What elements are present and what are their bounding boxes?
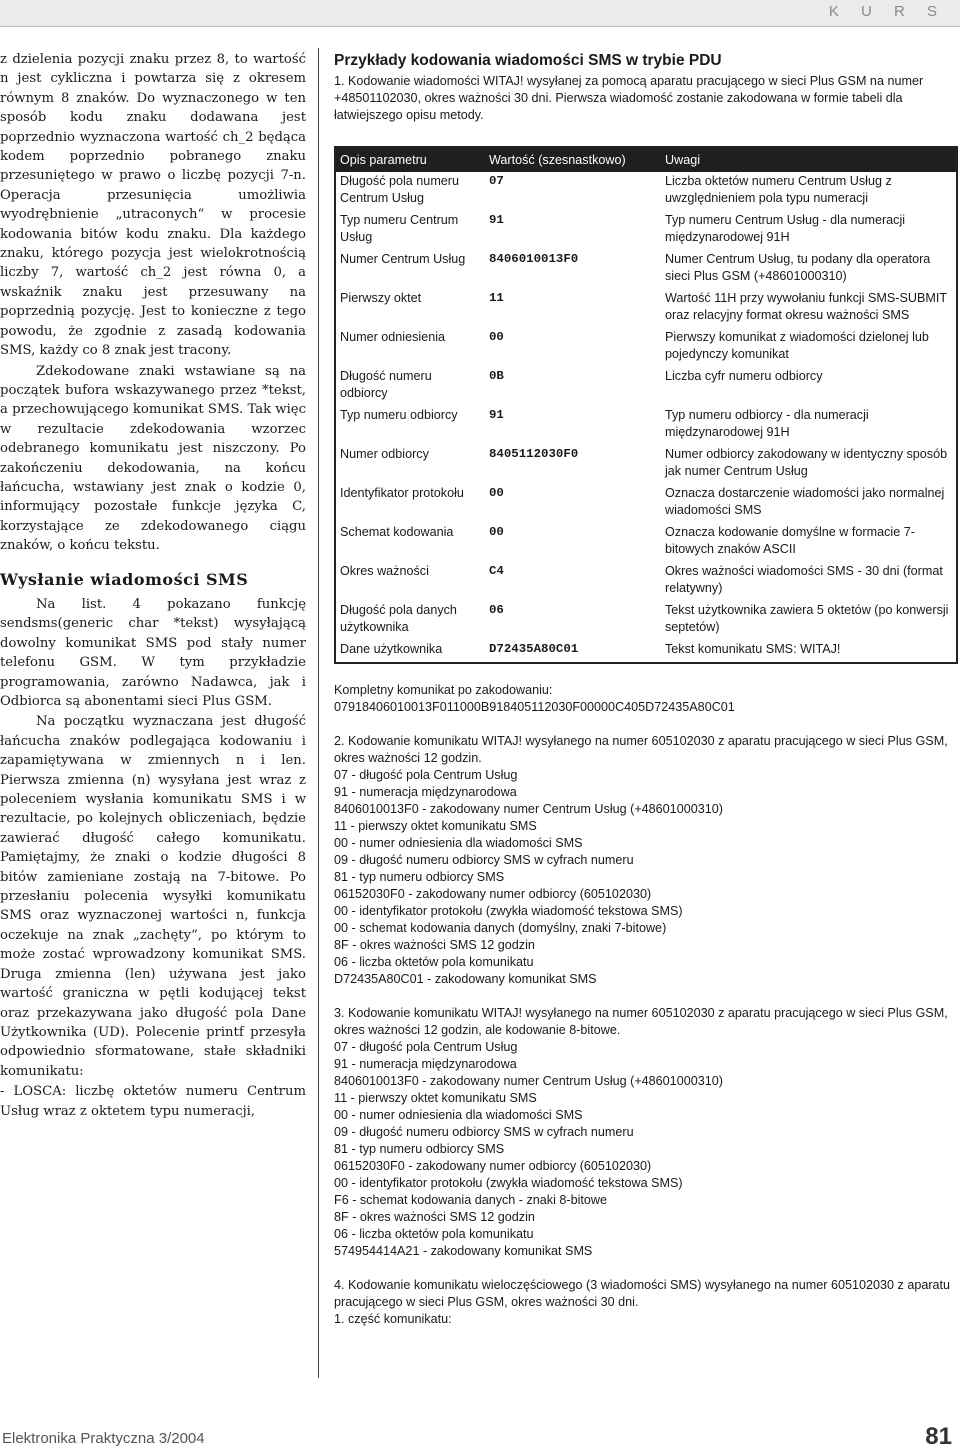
hex-value-cell: 8405112030F0 [489,447,579,461]
param-name-cell: Dane użytkownika [340,642,443,656]
left-paragraph-2: Zdekodowane znaki wstawiane są na początek bufora wskazywanego przez *tekst, a przechowującego komunikat SMS. Tak więc w rezultacie zdekodowania wzorzec odebranego komunikatu jest niszczony. Po zakończeniu dekodowania, na końcu łańcucha, wstawiany jest znak o kodzie 0, informujący pozostałe funkcje języka C, korzystające ze zdekodowanego ciągu znaków, o końcu tekstu. [0,363,306,554]
example-line: 1. część komunikatu: [334,1312,452,1326]
table-row [335,523,957,562]
example-line: 2. Kodowanie komunikatu WITAJ! wysyłanego na numer 605102030 z aparatu pracującego w sieci Plus GSM, okres ważności 12 godzin. [334,734,948,765]
remarks-cell: Oznacza kodowanie domyślne w formacie 7-bitowych znaków ASCII [665,525,915,556]
param-name-cell: Pierwszy oktet [340,291,422,305]
remarks-cell: Liczba cyfr numeru odbiorcy [665,369,823,383]
table-row [335,250,957,289]
hex-value-cell: 00 [489,330,504,344]
param-name-cell: Identyfikator protokołu [340,486,464,500]
section-label: K U R S [828,3,946,20]
page-number: 81 [925,1423,952,1450]
examples-title: Przykłady kodowania wiadomości SMS w trybie PDU [334,52,722,69]
example-line: 81 - typ numeru odbiorcy SMS [334,870,505,884]
example-line: 00 - numer odniesienia dla wiadomości SMS [334,1108,583,1122]
table-row [335,562,957,601]
example-line: 8406010013F0 - zakodowany numer Centrum Usług (+48601000310) [334,1074,723,1088]
hex-value-cell: 91 [489,213,504,227]
param-name-cell: Schemat kodowania [340,525,454,539]
example-4 [334,1277,954,1328]
table-header-row [335,147,957,172]
remarks-cell: Tekst komunikatu SMS: WITAJ! [665,642,841,656]
example-line: 8F - okres ważności SMS 12 godzin [334,1210,535,1224]
hex-value-cell: 11 [489,291,504,305]
example-line: 07 - długość pola Centrum Usług [334,768,518,782]
remarks-cell: Numer Centrum Usług, tu podany dla operatora sieci Plus GSM (+48601000310) [665,252,931,283]
example-3 [334,1005,954,1260]
param-name-cell: Okres ważności [340,564,429,578]
example-line: 09 - długość numeru odbiorcy SMS w cyfrach numeru [334,1125,634,1139]
example-line: 00 - identyfikator protokołu (zwykła wiadomość tekstowa SMS) [334,904,683,918]
hex-value-cell: 91 [489,408,504,422]
complete-message-label: Kompletny komunikat po zakodowaniu: [334,683,553,697]
example-line: 11 - pierwszy oktet komunikatu SMS [334,1091,537,1105]
example-2 [334,733,954,988]
remarks-cell: Tekst użytkownika zawiera 5 oktetów (po konwersji septetów) [665,603,949,634]
table-row [335,211,957,250]
example-line: 09 - długość numeru odbiorcy SMS w cyfrach numeru [334,853,634,867]
complete-message-value: 07918406010013F011000B918405112030F00000C405D72435A80C01 [334,700,735,714]
example-line: 91 - numeracja międzynarodowa [334,785,517,799]
left-paragraph-1: z dzielenia pozycji znaku przez 8, to wartość n jest cykliczna i powtarza się z okresem równym 8 znaków. Do wyznaczonego w ten sposób kodu znaku dodawana jest poprzednio wyznaczona wartość ch_2 będąca kodem poprzednio pobranego znaku przesuniętego w prawo o liczbę pozycji 7-n. Operacja przesunięcia umożliwia wyodrębnienie „utraconych“ w procesie kodowania bitów kodu znaku. Dla każdego znaku, którego pozycja jest wielokrotnością liczby 7, wartość ch_2 jest równa 0, a wskaźnik znaku jest przesuwany na poprzednią pozycję. Jest to konieczne z tego powodu, że zgodnie z zasadą kodowania SMS, każdy co 8 znak jest tracony. [0,52,306,359]
table-row [335,601,957,640]
example-line: F6 - schemat kodowania danych - znaki 8-bitowe [334,1193,607,1207]
param-name-cell: Długość pola numeru Centrum Usług [340,174,460,205]
hex-value-cell: 06 [489,603,504,617]
example-line: 06 - liczba oktetów pola komunikatu [334,1227,534,1241]
hex-value-cell: C4 [489,564,504,578]
header-bar [0,0,960,27]
example-line: 00 - numer odniesienia dla wiadomości SMS [334,836,583,850]
pdu-table [334,146,958,664]
section-heading: Wysłanie wiadomości SMS [0,569,249,589]
table-row [335,328,957,367]
example-line: 4. Kodowanie komunikatu wieloczęściowego (3 wiadomości SMS) wysyłanego na numer 605102030 z aparatu pracującego w sieci Plus GSM, okres ważności 30 dni. [334,1278,951,1309]
hex-value-cell: 00 [489,486,504,500]
remarks-cell: Wartość 11H przy wywołaniu funkcji SMS-SUBMIT oraz relacyjny format okresu ważności SMS [665,291,947,322]
example-line: 8406010013F0 - zakodowany numer Centrum Usług (+48601000310) [334,802,723,816]
param-name-cell: Długość pola danych użytkownika [340,603,457,634]
param-name-cell: Numer Centrum Usług [340,252,466,266]
example-line: 81 - typ numeru odbiorcy SMS [334,1142,505,1156]
column-divider [318,48,319,1378]
example-line: 07 - długość pola Centrum Usług [334,1040,518,1054]
left-paragraph-4: Na początku wyznaczana jest długość łańcucha znaków podlegająca kodowaniu i zapamiętywana w zmiennych n i len. Pierwsza zmienna (n) wysyłana jest wraz z poleceniem wysłania komunikatu SMS i w rezultacie, po kolejnych obliczeniach, będzie zawierać długość całego komunikatu. Pamiętajmy, że znaki o kodzie długości 8 bitów zamieniane zostają na 7-bitowe. Po przesłaniu polecenia wysyłki komunikatu SMS oraz wyznaczonej wartości n, funkcja oczekuje na znak „zachęty“, po którym to może zostać wprowadzony komunikat SMS. Druga zmienna (len) używana jest jako wartość graniczna w pętli kodującej tekst oraz przekazywana jako długość pola Dane Użytkownika (UD). Polecenie printf przesyła odpowiednio sformatowane, stałe składniki komunikatu: [0,714,306,1079]
table-row [335,640,957,663]
example-line: 00 - identyfikator protokołu (zwykła wiadomość tekstowa SMS) [334,1176,683,1190]
example-line: 06 - liczba oktetów pola komunikatu [334,955,534,969]
param-name-cell: Długość numeru odbiorcy [340,369,432,400]
left-paragraph-5: - LOSCA: liczbę oktetów numeru Centrum Usług wraz z oktetem typu numeracji, [0,1084,306,1119]
table-header: Wartość (szesnastkowo) [485,147,661,172]
table-row [335,406,957,445]
hex-value-cell: 07 [489,174,504,188]
param-name-cell: Typ numeru odbiorcy [340,408,458,422]
param-name-cell: Numer odbiorcy [340,447,429,461]
param-name-cell: Numer odniesienia [340,330,446,344]
example-line: 8F - okres ważności SMS 12 godzin [334,938,535,952]
remarks-cell: Pierwszy komunikat z wiadomości dzielonej lub pojedynczy komunikat [665,330,929,361]
remarks-cell: Liczba oktetów numeru Centrum Usług z uwzględnieniem pola typu numeracji [665,174,892,205]
example-line: 06152030F0 - zakodowany numer odbiorcy (605102030) [334,887,652,901]
table-row [335,367,957,406]
magazine-title: Elektronika Praktyczna 3/2004 [2,1430,205,1447]
table-row [335,289,957,328]
right-column [334,52,954,1328]
example-line: 91 - numeracja międzynarodowa [334,1057,517,1071]
table-header: Uwagi [661,147,957,172]
remarks-cell: Okres ważności wiadomości SMS - 30 dni (format relatywny) [665,564,943,595]
example-1-intro: 1. Kodowanie wiadomości WITAJ! wysyłanej za pomocą aparatu pracującego w sieci Plus GSM na numer +48501102030, okres ważności 30 dni. Pierwsza wiadomość zostanie zakodowana w formie tabeli dla łatwiejszego opisu metody. [334,74,924,122]
example-line: 06152030F0 - zakodowany numer odbiorcy (605102030) [334,1159,652,1173]
remarks-cell: Typ numeru Centrum Usług - dla numeracji międzynarodowej 91H [665,213,906,244]
left-paragraph-3: Na list. 4 pokazano funkcję sendsms(generic char *tekst) wysyłającą dowolny komunikat SMS pod stały numer telefonu GSM. W tym przykładzie programowania, zarówno Nadawca, jak i Odbiorca są abonentami sieci Plus GSM. [0,596,306,709]
param-name-cell: Typ numeru Centrum Usług [340,213,459,244]
table-row [335,445,957,484]
remarks-cell: Typ numeru odbiorcy - dla numeracji międzynarodowej 91H [665,408,869,439]
table-row [335,484,957,523]
hex-value-cell: D72435A80C01 [489,642,579,656]
example-line: 00 - schemat kodowania danych (domyślny, znaki 7-bitowe) [334,921,667,935]
remarks-cell: Oznacza dostarczenie wiadomości jako normalnej wiadomości SMS [665,486,945,517]
hex-value-cell: 8406010013F0 [489,252,579,266]
remarks-cell: Numer odbiorcy zakodowany w identyczny sposób jak numer Centrum Usług [665,447,948,478]
example-line: 574954414A21 - zakodowany komunikat SMS [334,1244,593,1258]
hex-value-cell: 00 [489,525,504,539]
table-row [335,172,957,211]
left-column [0,50,306,1122]
table-header: Opis parametru [335,147,485,172]
example-line: 3. Kodowanie komunikatu WITAJ! wysyłanego na numer 605102030 z aparatu pracującego w sieci Plus GSM, okres ważności 12 godzin, ale kodowanie 8-bitowe. [334,1006,948,1037]
hex-value-cell: 0B [489,369,504,383]
example-line: 11 - pierwszy oktet komunikatu SMS [334,819,537,833]
example-line: D72435A80C01 - zakodowany komunikat SMS [334,972,597,986]
